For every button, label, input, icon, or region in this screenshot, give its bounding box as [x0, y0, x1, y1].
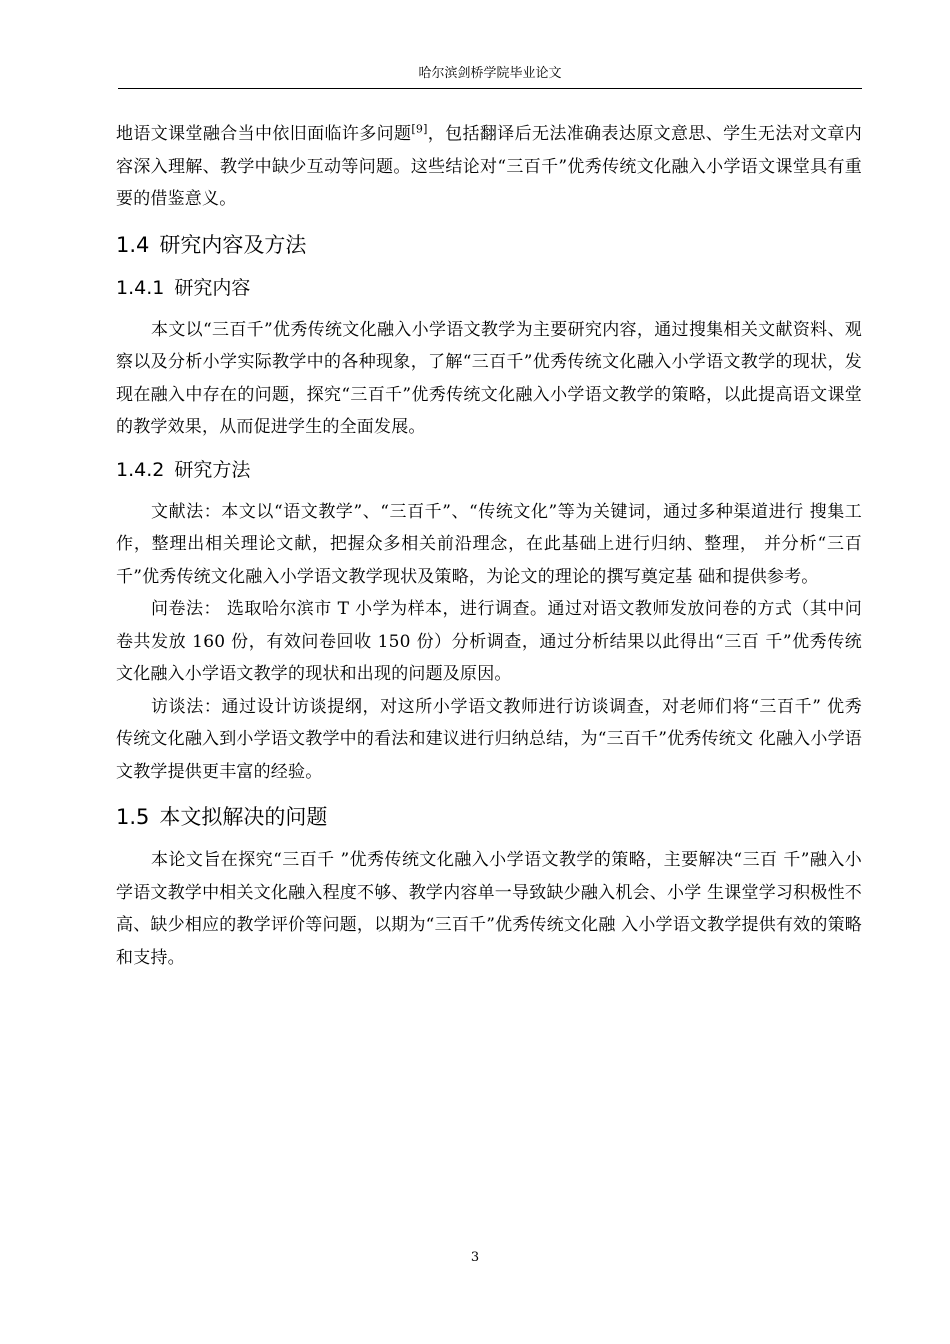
intro-text-after-ref: ，包括翻译后无法准确表达原文意思、学生无法对文章内容深入理解、教学中缺少互动等问题。这些结论对“三百千”优秀传统文化融入小学语文课堂具有重要的借鉴意义。 — [116, 124, 863, 209]
intro-text-before-ref: 地语文课堂融合当中依旧面临许多问题 — [116, 124, 412, 144]
research-content-paragraph: 本文以“三百千”优秀传统文化融入小学语文教学为主要研究内容，通过搜集相关文献资料、观察以及分析小学实际教学中的各种现象，了解“三百千”优秀传统文化融入小学语文教学的现状，发现在融入中存在的问题，探究“三百千”优秀传统文化融入小学语文教学的策略，以此提高语文课堂的教学效果，从而促进学生的全面发展。 — [116, 319, 862, 437]
section-number: 1.4 — [116, 232, 150, 257]
section-number: 1.4.2 — [116, 458, 165, 481]
questionnaire-method-paragraph: 问卷法： 选取哈尔滨市 T 小学为样本，进行调查。通过对语文教师发放问卷的方式（其中问卷共发放 160 份，有效问卷回收 150 份）分析调查，通过分析结果以此得出“三百 千”优秀传统文化融入小学语文教学的现状和出现的问题及原因。 — [116, 599, 862, 684]
section-heading-1-5 — [116, 800, 862, 834]
section-number: 1.4.1 — [116, 276, 165, 299]
section-heading-1-4 — [116, 228, 862, 262]
citation-ref: [9] — [411, 122, 428, 136]
interview-method-paragraph: 访谈法：通过设计访谈提纲，对这所小学语文教师进行访谈调查，对老师们将“三百千” 优秀传统文化融入到小学语文教学中的看法和建议进行归纳总结，为“三百千”优秀传统文 化融入小学语文教学提供更丰富的经验。 — [116, 696, 862, 782]
page-number: 3 — [470, 1250, 480, 1265]
section-heading-1-4-1 — [116, 272, 862, 304]
section-title: 研究方法 — [174, 458, 251, 481]
section-title: 研究内容 — [174, 276, 251, 299]
intro-paragraph — [116, 118, 862, 216]
page-header — [118, 64, 862, 89]
section-title: 本文拟解决的问题 — [159, 805, 328, 829]
header-title: 哈尔滨剑桥学院毕业论文 — [418, 66, 562, 81]
problems-paragraph: 本论文旨在探究“三百千 ”优秀传统文化融入小学语文教学的策略，主要解决“三百 千”融入小学语文教学中相关文化融入程度不够、教学内容单一导致缺少融入机会、小学 生课堂学习积极性不高、缺少相应的教学评价等问题，以期为“三百千”优秀传统文化融 入小学语文教学提供有效的策略和支持。 — [116, 850, 862, 968]
section-title: 研究内容及方法 — [159, 232, 307, 257]
section-heading-1-4-2 — [116, 454, 862, 486]
literature-method-paragraph: 文献法：本文以“语文教学”、“三百千”、“传统文化”等为关键词，通过多种渠道进行 搜集工作，整理出相关理论文献，把握众多相关前沿理念，在此基础上进行归纳、整理， 并分析“三百千”优秀传统文化融入小学语文教学现状及策略，为论文的理论的撰写奠定基 础和提供参考。 — [116, 501, 862, 587]
section-number: 1.5 — [116, 805, 150, 829]
page-content — [116, 118, 862, 974]
